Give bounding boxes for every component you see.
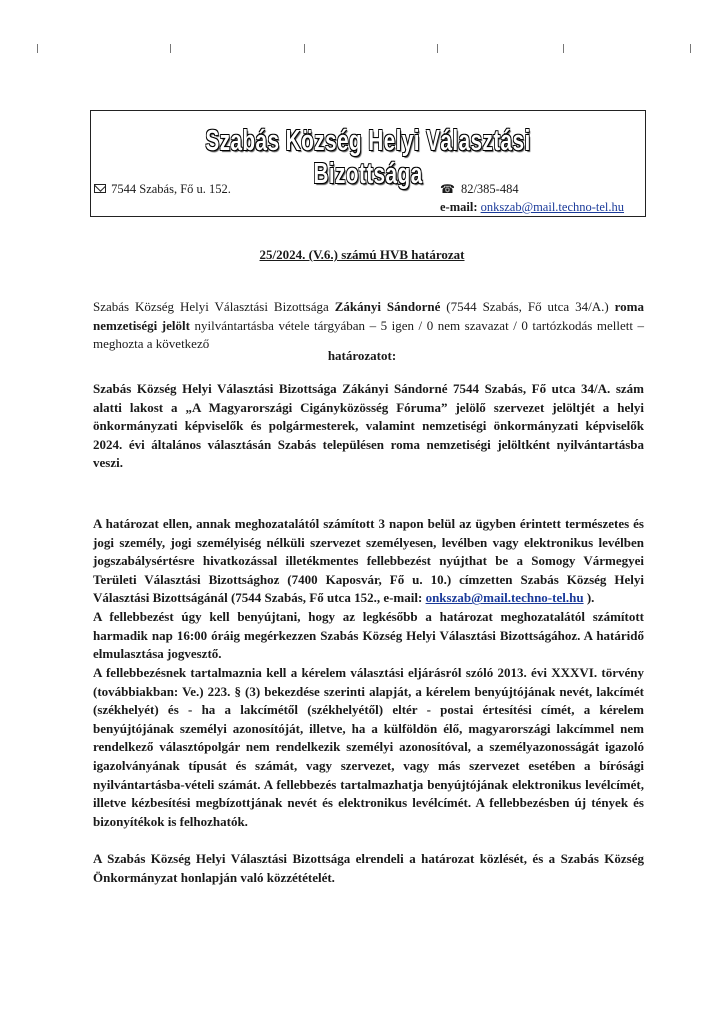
appeal-1-text-b: ). bbox=[583, 590, 595, 606]
letterhead-phone bbox=[440, 182, 519, 197]
intro-text-e: nyilvántartásba vétele tárgyában – 5 igen / 0 nem szavazat / 0 tartózkodás mellett – meghozta a következő bbox=[93, 317, 645, 352]
scan-mark bbox=[563, 44, 564, 53]
appeal-1-text-a: A határozat ellen, annak meghozatalától számított 3 napon belül az ügyben érintett természetes és jogi személy, jogi személyiség nélküli szervezet személyesen, levélben vagy elektronikus levélben jogszabálysértésre hivatkozással illetékmentes fellebbezést nyújthat be a Somogy Vármegyei Területi Választási Bizottsághoz (7400 Kaposvár, Fő u. 10.) címzetten Szabás Község Helyi Választási Bizottságánál (7544 Szabás, Fő utca 152., e-mail: bbox=[93, 516, 644, 606]
intro-paragraph bbox=[93, 298, 644, 354]
intro-text-a: Szabás Község Helyi Választási Bizottsága bbox=[93, 299, 335, 314]
letterhead-address bbox=[94, 182, 231, 197]
phone-number: 82/385-484 bbox=[460, 182, 519, 196]
intro-text-c: (7544 Szabás, Fő utca 34/A.) bbox=[440, 299, 615, 314]
scan-mark bbox=[170, 44, 171, 53]
decision-body: Szabás Község Helyi Választási Bizottsága Zákányi Sándorné 7544 Szabás, Fő utca 34/A. szám alatti lakost a „A Magyarországi Cigányközösség Fóruma” jelölő szervezet jelöltjét a helyi önkormányzati képviselők és polgármesterek, valamint nemzetiségi önkormányzati képviselők 2024. évi általános választásán Szabás településen roma nemzetiségi jelöltként nyilvántartásba veszi. bbox=[93, 381, 644, 471]
address-text: 7544 Szabás, Fő u. 152. bbox=[111, 182, 231, 196]
appeal-paragraph-3: A fellebbezésnek tartalmaznia kell a kérelem választási eljárásról szóló 2013. évi XXXVI. törvény (továbbiakban: Ve.) 223. § (3) bekezdése szerinti alapját, a kérelem benyújtójának nevét, lakcímét (székhelyét) és - ha a lakcímétől (székhelyétől) eltér - postai értesítési címét, a kérelem benyújtójának személyi azonosítóját, illetve, ha a külföldön élő, magyarországi lakcímmel nem rendelkező választópolgár nem rendelkezik személyi azonosítóval, a személyazonosságát igazoló igazolványának típusát és számát, vagy szervezet, vagy más szervezet esetében a bírósági nyilvántartásba-vételi számát. A fellebbezés tartalmazhatja benyújtójának elektronikus levélcímét, illetve kézbesítési megbízottjának nevét és elektronikus levélcímét. A fellebbezésben új tények és bizonyítékok is felhozhatók. bbox=[93, 665, 644, 829]
scan-mark bbox=[437, 44, 438, 53]
appeal-paragraph-1 bbox=[93, 515, 644, 608]
letterhead-title: Szabás Község Helyi Választási Bizottsága bbox=[205, 125, 531, 190]
candidate-name: Zákányi Sándorné bbox=[334, 299, 441, 314]
email-link[interactable]: onkszab@mail.techno-tel.hu bbox=[480, 200, 625, 214]
scan-mark bbox=[690, 44, 691, 53]
letterhead-email bbox=[440, 200, 624, 215]
telephone-icon: ☎ bbox=[440, 182, 455, 196]
envelope-icon bbox=[94, 184, 106, 193]
candidate-type: roma nemzetiségi jelölt bbox=[93, 299, 644, 333]
decision-heading: határozatot: bbox=[327, 348, 397, 363]
scan-mark bbox=[304, 44, 305, 53]
appeal-email-link[interactable]: onkszab@mail.techno-tel.hu bbox=[425, 590, 584, 606]
letterhead bbox=[90, 110, 646, 217]
appeal-paragraph-2: A fellebbezést úgy kell benyújtani, hogy az legkésőbb a határozat meghozatalától számított harmadik nap 16:00 óráig megérkezzen Szabás Község Helyi Választási Bizottságához. A határidő elmulasztása jogvesztő. bbox=[93, 609, 644, 662]
closing-paragraph: A Szabás Község Helyi Választási Bizottsága elrendeli a határozat közlését, és a Szabás Község Önkormányzat honlapján való közzétételét. bbox=[93, 851, 644, 885]
email-label: e-mail: bbox=[440, 200, 478, 214]
decision-number-title: 25/2024. (V.6.) számú HVB határozat bbox=[259, 247, 465, 262]
scan-mark bbox=[37, 44, 38, 53]
